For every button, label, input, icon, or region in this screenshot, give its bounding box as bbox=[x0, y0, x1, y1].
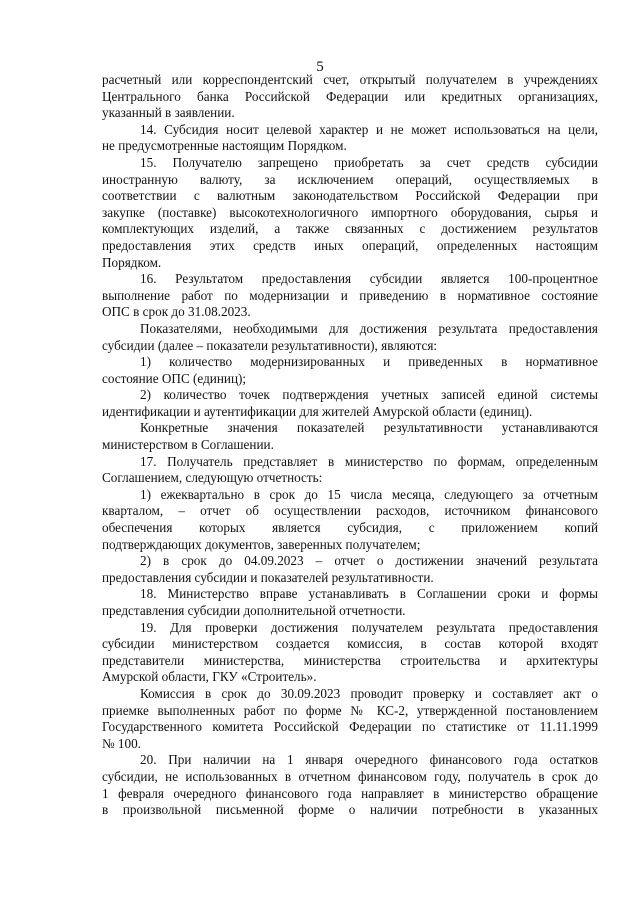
text-line: Соглашением, следующую отчетность: bbox=[102, 470, 323, 486]
paragraph bbox=[102, 271, 598, 321]
text-line: кварталом, – отчет об осуществлении расходов, источником финансового bbox=[102, 503, 598, 519]
text-line: соответствии с валютным законодательством Российской Федерации при bbox=[102, 188, 598, 204]
text-line: идентификации и аутентификации для жителей Амурской области (единиц). bbox=[102, 403, 533, 419]
document-body bbox=[102, 72, 598, 819]
text-line: Порядком. bbox=[102, 254, 162, 270]
text-line: в произвольной письменной форме о наличии потребности в указанных bbox=[102, 802, 598, 818]
text-line: Центрального банка Российской Федерации или кредитных организациях, bbox=[102, 88, 598, 104]
text-line: представления субсидии дополнительной отчетности. bbox=[102, 603, 406, 618]
text-line: 2) количество точек подтверждения учетных записей единой системы bbox=[140, 387, 598, 403]
text-line: 19. Для проверки достижения получателем результата предоставления bbox=[140, 619, 598, 635]
text-line: 18. Министерство вправе устанавливать в Соглашении сроки и формы bbox=[140, 586, 598, 602]
text-line: 20. При наличии на 1 января очередного финансового года остатков bbox=[140, 752, 598, 768]
text-line: приемке выполненных работ по форме № КС-2, утвержденной постановлением bbox=[102, 702, 598, 718]
text-line: комплектующих изделий, а также связанных с достижением результатов bbox=[102, 221, 598, 237]
text-line: 15. Получателю запрещено приобретать за счет средств субсидии bbox=[140, 154, 598, 170]
text-line: состояние ОПС (единиц); bbox=[102, 370, 247, 386]
text-line: предоставления субсидии и показателей результативности. bbox=[102, 569, 434, 585]
text-line: 16. Результатом предоставления субсидии является 100-процентное bbox=[140, 271, 598, 287]
paragraph bbox=[102, 553, 598, 586]
text-line: Конкретные значения показателей результативности устанавливаются bbox=[140, 420, 598, 436]
text-line: выполнение работ по модернизации и приведению в нормативное состояние bbox=[102, 287, 598, 303]
text-line: Комиссия в срок до 30.09.2023 проводит проверку и составляет акт о bbox=[140, 685, 598, 701]
text-line: 2) в срок до 04.09.2023 – отчет о достижении значений результата bbox=[140, 553, 598, 569]
text-line: Амурской области, ГКУ «Строитель». bbox=[102, 669, 317, 685]
text-line: 1) ежеквартально в срок до 15 числа месяца, следующего за отчетным bbox=[140, 486, 598, 502]
text-line: субсидии министерством создается комиссия, в состав которой входят bbox=[102, 636, 598, 652]
text-line: субсидии (далее – показатели результативности), являются: bbox=[102, 337, 438, 353]
page-number: 5 bbox=[316, 59, 324, 75]
paragraph bbox=[102, 420, 598, 453]
paragraph bbox=[102, 321, 598, 354]
text-line: обеспечения которых является субсидия, с приложением копий bbox=[102, 520, 598, 536]
paragraph bbox=[102, 454, 598, 487]
paragraph bbox=[102, 72, 598, 122]
text-line: № 100. bbox=[102, 735, 141, 751]
paragraph bbox=[102, 155, 598, 271]
text-line: не предусмотренные настоящим Порядком. bbox=[102, 138, 347, 154]
paragraph bbox=[102, 686, 598, 752]
paragraph bbox=[102, 620, 598, 686]
paragraph bbox=[102, 487, 598, 553]
text-line: 1 февраля очередного финансового года направляет в министерство обращение bbox=[102, 785, 598, 801]
text-line: субсидии, не использованных в отчетном финансовом году, получатель в срок до bbox=[102, 768, 598, 784]
text-line: 14. Субсидия носит целевой характер и не может использоваться на цели, bbox=[140, 121, 598, 137]
text-line: 1) количество модернизированных и приведенных в нормативное bbox=[140, 354, 598, 370]
text-line: Показателями, необходимыми для достижения результата предоставления bbox=[140, 320, 598, 336]
paragraph bbox=[102, 752, 598, 818]
paragraph bbox=[102, 387, 598, 420]
text-line: закупке (поставке) высокотехнологичного импортного оборудования, сырья и bbox=[102, 204, 598, 220]
text-line: расчетный или корреспондентский счет, открытый получателем в учреждениях bbox=[102, 72, 598, 87]
text-line: 17. Получатель представляет в министерство по формам, определенным bbox=[140, 453, 598, 469]
text-line: министерством в Соглашении. bbox=[102, 437, 274, 453]
paragraph bbox=[102, 586, 598, 619]
text-line: предоставления этих средств иных операций, определенных настоящим bbox=[102, 237, 598, 253]
text-line: Государственного комитета Российской Федерации по статистике от 11.11.1999 bbox=[102, 719, 598, 735]
text-line: указанный в заявлении. bbox=[102, 105, 235, 121]
text-line: иностранную валюту, за исключением операций, осуществляемых в bbox=[102, 171, 598, 187]
text-line: ОПС в срок до 31.08.2023. bbox=[102, 304, 251, 320]
text-line: представители министерства, министерства строительства и архитектуры bbox=[102, 652, 598, 668]
paragraph bbox=[102, 354, 598, 387]
paragraph bbox=[102, 122, 598, 155]
text-line: подтверждающих документов, заверенных получателем; bbox=[102, 536, 421, 552]
